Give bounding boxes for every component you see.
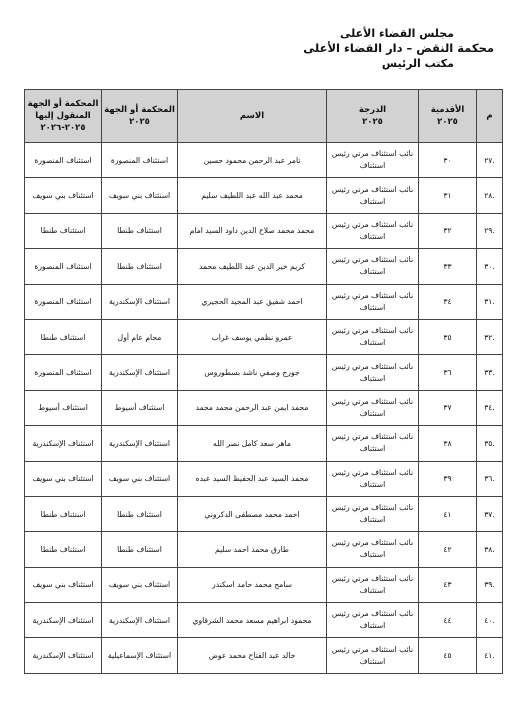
- row-seniority: ٣٧: [419, 390, 477, 425]
- row-court: استئناف الإسكندرية: [102, 284, 178, 319]
- row-name: محمد السيد عبد الحفيظ السيد عبده: [178, 461, 327, 496]
- row-number: .٣٣: [477, 355, 503, 390]
- row-transferred-to: استئناف المنصورة: [25, 284, 102, 319]
- row-number: .٣٥: [477, 426, 503, 461]
- header-name: الاسم: [178, 90, 327, 143]
- row-name: احمد محمد مصطفى الدكروني: [178, 496, 327, 531]
- table-row: [25, 213, 503, 248]
- table-row: [25, 461, 503, 496]
- row-number: .٢٧: [477, 143, 503, 178]
- header-court: المحكمة أو الجهة ٢٠٢٥: [102, 90, 178, 143]
- row-court: استئناف الإسكندرية: [102, 603, 178, 638]
- row-degree: نائب استئناف مرتي رئيس استئناف: [327, 532, 419, 567]
- row-name: محمد محمد صلاح الدين داود السيد امام: [178, 213, 327, 248]
- row-name: محمد عبد الله عبد اللطيف سليم: [178, 178, 327, 213]
- row-seniority: ٣٦: [419, 355, 477, 390]
- row-name: تامر عبد الرحمن محمود حسين: [178, 143, 327, 178]
- row-number: .٣٨: [477, 532, 503, 567]
- row-court: استئناف الإسماعيلية: [102, 638, 178, 673]
- row-number: .٣١: [477, 284, 503, 319]
- row-transferred-to: استئناف المنصورة: [25, 249, 102, 284]
- row-seniority: ٣١: [419, 178, 477, 213]
- header-transferred-to: المحكمة أو الجهة المنقول إليها ٢٠٢٥-٢٠٢٦: [25, 90, 102, 143]
- row-seniority: ٣٤: [419, 284, 477, 319]
- row-name: محمد ايمن عبد الرحمن محمد محمد: [178, 390, 327, 425]
- table-row: [25, 178, 503, 213]
- row-court: استئناف بني سويف: [102, 461, 178, 496]
- row-seniority: ٤٣: [419, 567, 477, 602]
- row-degree: نائب استئناف مرتي رئيس استئناف: [327, 426, 419, 461]
- row-court: استئناف بني سويف: [102, 178, 178, 213]
- table-row: [25, 143, 503, 178]
- row-name: كريم خير الدين عبد اللطيف محمد: [178, 249, 327, 284]
- row-seniority: ٣٨: [419, 426, 477, 461]
- row-court: استئناف طنطا: [102, 532, 178, 567]
- row-degree: نائب استئناف مرتي رئيس استئناف: [327, 603, 419, 638]
- table-row: [25, 532, 503, 567]
- row-number: .٣٤: [477, 390, 503, 425]
- row-degree: نائب استئناف مرتي رئيس استئناف: [327, 213, 419, 248]
- row-degree: نائب استئناف مرتي رئيس استئناف: [327, 319, 419, 354]
- row-seniority: ٣٥: [419, 319, 477, 354]
- judges-table: [24, 89, 503, 674]
- row-court: استئناف الإسكندرية: [102, 426, 178, 461]
- row-name: ماهر سعد كامل نصر الله: [178, 426, 327, 461]
- row-name: سامح محمد حامد اسكندر: [178, 567, 327, 602]
- row-transferred-to: استئناف طنطا: [25, 496, 102, 531]
- row-number: .٣٦: [477, 461, 503, 496]
- row-seniority: ٣٣: [419, 249, 477, 284]
- row-transferred-to: استئناف بني سويف: [25, 461, 102, 496]
- council-title: مجلس القضاء الأعلى: [340, 27, 454, 40]
- row-court: استئناف أسيوط: [102, 390, 178, 425]
- row-number: .٣٢: [477, 319, 503, 354]
- table-row: [25, 284, 503, 319]
- row-transferred-to: استئناف المنصورة: [25, 355, 102, 390]
- table-row: [25, 567, 503, 602]
- row-degree: نائب استئناف مرتي رئيس استئناف: [327, 461, 419, 496]
- table-header-row: [25, 90, 503, 143]
- row-degree: نائب استئناف مرتي رئيس استئناف: [327, 638, 419, 673]
- row-transferred-to: استئناف الإسكندرية: [25, 426, 102, 461]
- row-seniority: ٣٩: [419, 461, 477, 496]
- table-row: [25, 249, 503, 284]
- table-row: [25, 355, 503, 390]
- table-row: [25, 603, 503, 638]
- header-degree: الدرجة ٢٠٢٥: [327, 90, 419, 143]
- row-seniority: ٤٢: [419, 532, 477, 567]
- row-transferred-to: استئناف أسيوط: [25, 390, 102, 425]
- row-transferred-to: استئناف طنطا: [25, 532, 102, 567]
- row-number: .٢٩: [477, 213, 503, 248]
- row-transferred-to: استئناف بني سويف: [25, 567, 102, 602]
- row-seniority: ٣٢: [419, 213, 477, 248]
- row-transferred-to: استئناف طنطا: [25, 319, 102, 354]
- row-transferred-to: استئناف طنطا: [25, 213, 102, 248]
- row-seniority: ٤٤: [419, 603, 477, 638]
- row-degree: نائب استئناف مرتي رئيس استئناف: [327, 143, 419, 178]
- row-transferred-to: استئناف بني سويف: [25, 178, 102, 213]
- table-row: [25, 426, 503, 461]
- row-degree: نائب استئناف مرتي رئيس استئناف: [327, 178, 419, 213]
- row-degree: نائب استئناف مرتي رئيس استئناف: [327, 249, 419, 284]
- row-name: طارق محمد احمد سليم: [178, 532, 327, 567]
- office-title: مكتب الرئيس: [381, 57, 454, 70]
- row-degree: نائب استئناف مرتي رئيس استئناف: [327, 496, 419, 531]
- row-transferred-to: استئناف المنصورة: [25, 143, 102, 178]
- row-court: استئناف بني سويف: [102, 567, 178, 602]
- row-seniority: ٤١: [419, 496, 477, 531]
- table-row: [25, 496, 503, 531]
- table-body: [25, 143, 503, 674]
- row-degree: نائب استئناف مرتي رئيس استئناف: [327, 567, 419, 602]
- row-number: .٤٠: [477, 603, 503, 638]
- row-name: احمد شفيق عبد المجيد الحجيري: [178, 284, 327, 319]
- row-court: استئناف المنصورة: [102, 143, 178, 178]
- row-court: استئناف طنطا: [102, 213, 178, 248]
- row-number: .٣٠: [477, 249, 503, 284]
- row-name: خالد عبد الفتاح محمد عوض: [178, 638, 327, 673]
- table-row: [25, 390, 503, 425]
- row-transferred-to: استئناف الإسكندرية: [25, 638, 102, 673]
- row-number: .٢٨: [477, 178, 503, 213]
- row-transferred-to: استئناف الإسكندرية: [25, 603, 102, 638]
- row-degree: نائب استئناف مرتي رئيس استئناف: [327, 355, 419, 390]
- header-seniority: الأقدمية ٢٠٢٥: [419, 90, 477, 143]
- row-court: استئناف طنطا: [102, 249, 178, 284]
- document-header: [303, 26, 494, 71]
- row-name: عمرو نظمي يوسف غراب: [178, 319, 327, 354]
- row-court: استئناف الإسكندرية: [102, 355, 178, 390]
- row-seniority: ٤٥: [419, 638, 477, 673]
- row-court: استئناف طنطا: [102, 496, 178, 531]
- row-name: محمود ابراهيم مسعد محمد الشرقاوي: [178, 603, 327, 638]
- row-seniority: ٣٠: [419, 143, 477, 178]
- header-num: م: [477, 90, 503, 143]
- row-court: محام عام أول: [102, 319, 178, 354]
- row-number: .٣٧: [477, 496, 503, 531]
- row-number: .٤١: [477, 638, 503, 673]
- table-row: [25, 638, 503, 673]
- row-degree: نائب استئناف مرتي رئيس استئناف: [327, 284, 419, 319]
- court-title: محكمة النقض – دار القضاء الأعلى: [303, 41, 494, 55]
- table-row: [25, 319, 503, 354]
- row-number: .٣٩: [477, 567, 503, 602]
- row-degree: نائب استئناف مرتي رئيس استئناف: [327, 390, 419, 425]
- row-name: جورج وصفي ناشد بسطوروس: [178, 355, 327, 390]
